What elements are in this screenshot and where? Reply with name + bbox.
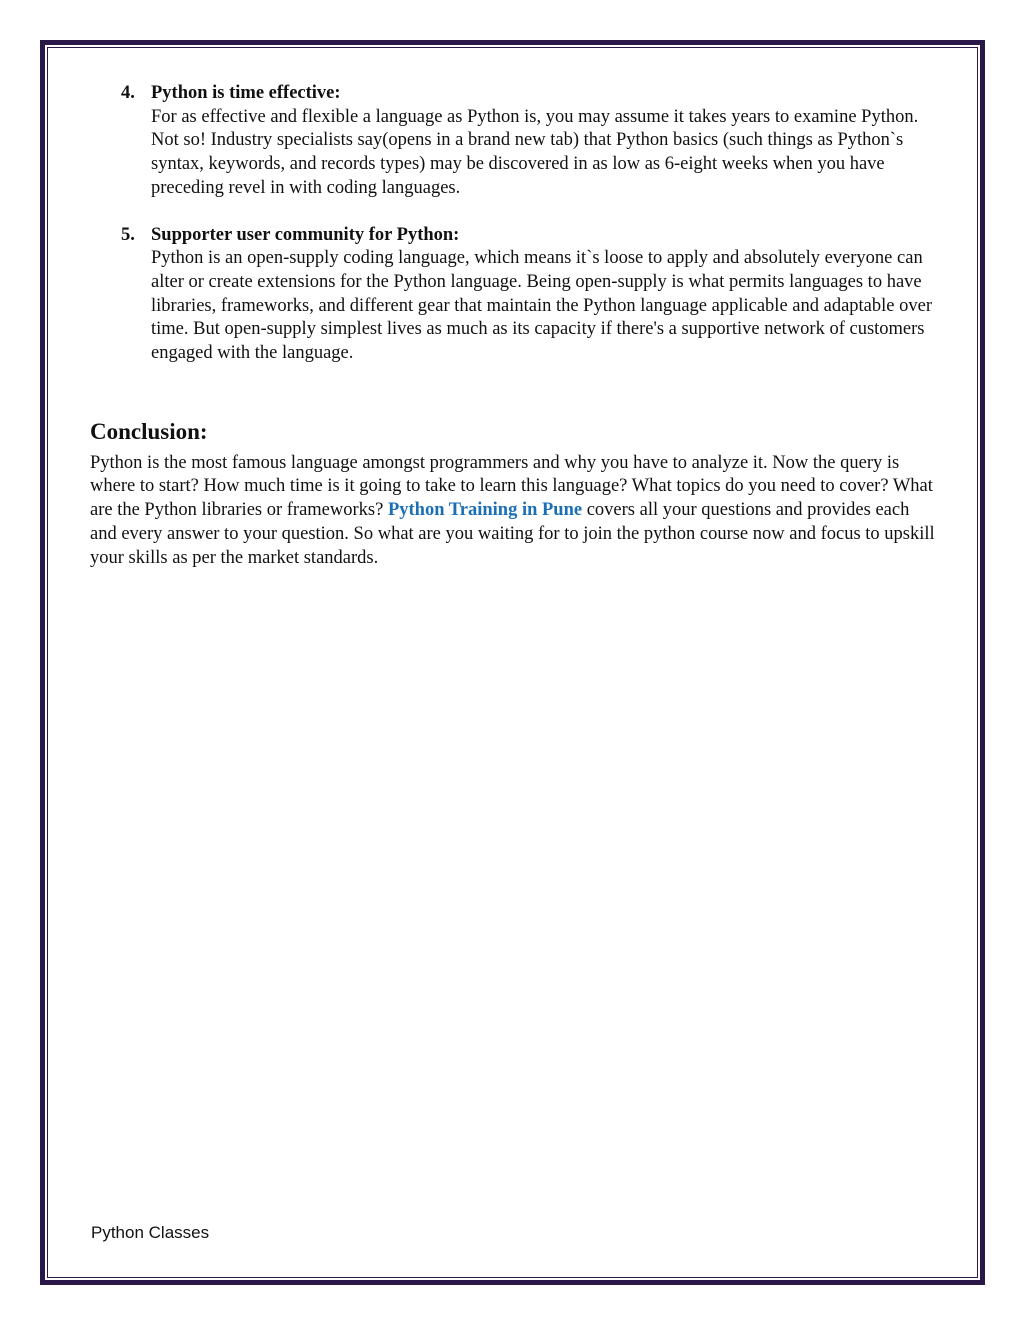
conclusion-heading: Conclusion: <box>90 418 208 444</box>
python-training-link[interactable]: Python Training in Pune <box>387 500 583 521</box>
conclusion-paragraph <box>90 452 938 571</box>
numbered-list <box>90 82 938 366</box>
list-item <box>90 224 938 366</box>
document-content <box>90 82 938 570</box>
list-item <box>90 82 938 201</box>
list-item-body: For as effective and flexible a language as Python is, you may assume it takes years to examine Python. Not so! Industry specialists say(opens in a brand new tab) that Python basics (such things as Python`s syntax, keywords, and records types) may be discovered in as low as 6-eight weeks when you have preceding revel in with coding languages. <box>151 106 919 198</box>
list-item-title: Supporter user community for Python: <box>151 224 460 245</box>
page-footer: Python Classes <box>91 1223 210 1242</box>
list-item-number: 4. <box>121 83 135 103</box>
conclusion-text-before: Python is the most famous language amongst programmers and why you have to analyze it. Now the query is where to start? How much time is it going to take to learn this language? What topics do you need to cover? What are the Python libraries or frameworks? <box>90 452 933 521</box>
list-item-number: 5. <box>121 224 135 245</box>
conclusion-text-after: covers all your questions and provides each and every answer to your question. So what are you waiting for to join the python course now and focus to upskill your skills as per the market standards. <box>90 500 935 568</box>
list-item-title: Python is time effective: <box>151 83 341 103</box>
list-item-body: Python is an open-supply coding language, which means it`s loose to apply and absolutely everyone can alter or create extensions for the Python language. Being open-supply is what permits languages to have libraries, frameworks, and different gear that maintain the Python language applicable and adaptable over time. But open-supply simplest lives as much as its capacity if there's a supportive network of customers engaged with the language. <box>151 248 932 364</box>
